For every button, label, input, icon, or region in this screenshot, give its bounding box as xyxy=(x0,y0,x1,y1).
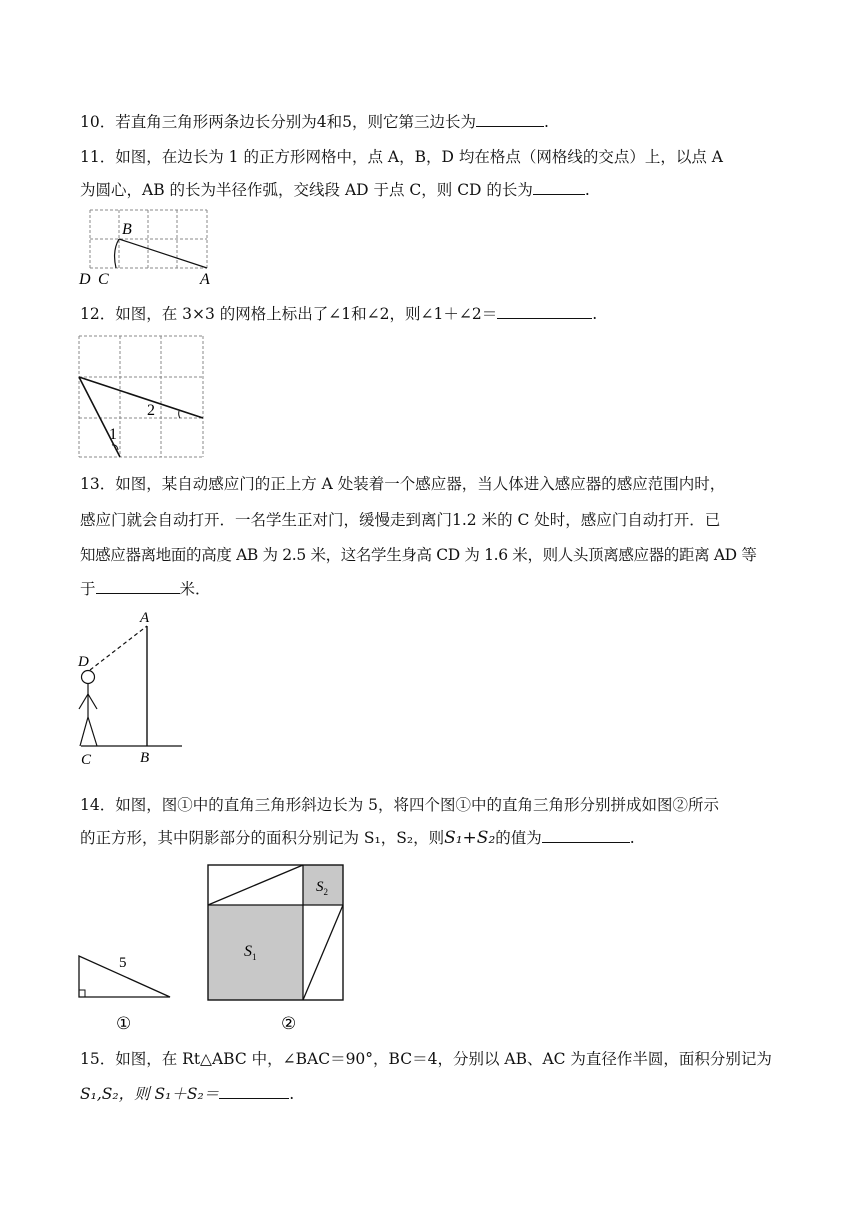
q12-angle-2-label: 2 xyxy=(147,402,155,419)
q14-hypotenuse-label: 5 xyxy=(119,955,127,971)
q11-text-line1: 如图，在边长为 1 的正方形网格中，点 A，B，D 均在格点（网格线的交点）上，以点 A xyxy=(115,148,723,166)
question-11-line2 xyxy=(80,180,590,200)
q14-caption-2: ② xyxy=(281,1014,297,1033)
q14-text-line1: 如图，图①中的直角三角形斜边长为 5，将四个图①中的直角三角形分别拼成如图②所示 xyxy=(115,796,720,814)
q10-answer-blank[interactable] xyxy=(476,112,544,127)
q14-text-line2-pre: 的正方形，其中阴影部分的面积分别记为 S₁，S₂，则 xyxy=(80,829,445,847)
q13-text-line1: 如图，某自动感应门的正上方 A 处装着一个感应器，当人体进入感应器的感应范围内时， xyxy=(115,475,726,493)
q14-text-line2-post: 的值为 xyxy=(495,829,542,847)
q14-figure-2-square xyxy=(205,862,351,1032)
question-12 xyxy=(80,304,597,324)
q14-period: . xyxy=(629,829,635,847)
q14-number: 14． xyxy=(80,796,116,814)
q11-label-d: D xyxy=(79,271,91,288)
question-10 xyxy=(80,112,549,132)
q14-s2-sub: 2 xyxy=(323,887,328,897)
q10-number: 10． xyxy=(80,113,116,131)
q15-answer-blank[interactable] xyxy=(219,1084,289,1099)
q13-text-line4-pre: 于 xyxy=(80,580,96,598)
q14-figure-1-triangle xyxy=(76,950,176,1032)
q10-period: . xyxy=(543,113,549,131)
q13-text-line2: 感应门就会自动打开．一名学生正对门，缓慢走到离门1.2 米的 C 处时，感应门自动打开．已 xyxy=(80,511,721,529)
q12-number: 12． xyxy=(80,305,116,323)
question-15-line1 xyxy=(80,1049,772,1069)
q11-label-b: B xyxy=(122,221,132,238)
question-13-line2 xyxy=(80,510,720,530)
question-15-line2 xyxy=(80,1084,294,1104)
q13-label-a: A xyxy=(140,610,150,626)
q11-number: 11． xyxy=(80,148,116,166)
q12-text: 如图，在 3×3 的网格上标出了∠1和∠2，则∠1＋∠2＝ xyxy=(115,305,498,323)
question-13-line4 xyxy=(80,579,211,599)
q13-label-d: D xyxy=(78,654,89,670)
q12-answer-blank[interactable] xyxy=(497,304,592,319)
q13-label-b: B xyxy=(140,750,150,766)
q14-s1-sub: 1 xyxy=(252,952,257,962)
q15-number: 15． xyxy=(80,1050,116,1068)
q14-caption-1: ① xyxy=(116,1014,132,1033)
q11-label-c: C xyxy=(98,271,109,288)
q14-s1-letter: S xyxy=(244,943,252,960)
q13-answer-blank[interactable] xyxy=(96,579,180,594)
q15-period: . xyxy=(289,1085,295,1103)
question-13-line1 xyxy=(80,474,725,494)
q13-door-figure xyxy=(74,606,189,771)
q13-text-line4-post: 米． xyxy=(179,580,211,598)
q14-expression: S₁+S₂ xyxy=(444,828,496,848)
question-13-line3 xyxy=(80,545,756,565)
q11-period: . xyxy=(584,181,590,199)
q14-answer-blank[interactable] xyxy=(542,828,630,843)
q13-label-c: C xyxy=(81,752,92,768)
question-14-line1 xyxy=(80,795,719,815)
q11-text-line2: 为圆心，AB 的长为半径作弧，交线段 AD 于点 C，则 CD 的长为 xyxy=(80,181,533,199)
q13-number: 13． xyxy=(80,475,116,493)
q12-angle-1-label: 1 xyxy=(109,426,117,443)
q10-text: 若直角三角形两条边长分别为4和5，则它第三边长为 xyxy=(115,113,476,131)
q11-answer-blank[interactable] xyxy=(533,180,585,195)
q12-grid-figure xyxy=(76,333,208,461)
q11-label-a: A xyxy=(200,271,210,288)
q14-s2-letter: S xyxy=(316,879,324,895)
q13-text-line3: 知感应器离地面的高度 AB 为 2.5 米，这名学生身高 CD 为 1.6 米，则人头顶离感应器的距离 AD 等 xyxy=(80,546,757,564)
question-11-line1 xyxy=(80,147,723,167)
q15-text-line1: 如图，在 Rt△ABC 中，∠BAC＝90°，BC＝4，分别以 AB、AC 为直径作半圆，面积分别记为 xyxy=(115,1050,772,1068)
question-14-line2 xyxy=(80,828,635,848)
q12-period: . xyxy=(592,305,598,323)
q11-grid-figure xyxy=(76,205,216,287)
q15-text-line2-pre: S₁,S₂，则 S₁＋S₂＝ xyxy=(80,1085,220,1103)
